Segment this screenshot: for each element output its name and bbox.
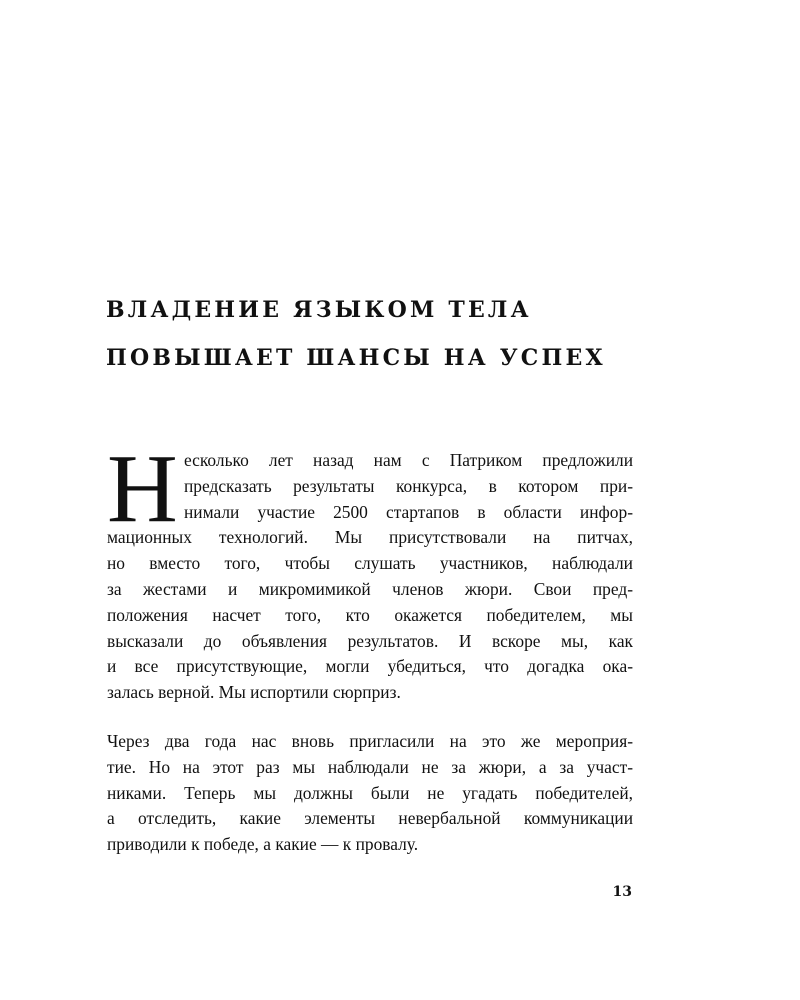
text-line: Через два года нас вновь пригласили на это же мероприя- bbox=[107, 731, 633, 751]
paragraph-2 bbox=[107, 729, 633, 858]
text-line: а отследить, какие элементы невербальной коммуникации bbox=[107, 808, 633, 829]
text-line: залась верной. Мы испортили сюрприз. bbox=[107, 682, 401, 703]
text-line: и все присутствующие, могли убедиться, что догадка ока- bbox=[107, 656, 633, 677]
paragraph-1 bbox=[107, 448, 633, 706]
text-line: положения насчет того, кто окажется победителем, мы bbox=[107, 604, 633, 625]
text-line: тие. Но на этот раз мы наблюдали не за жюри, а за участ- bbox=[107, 756, 633, 777]
page-number: 13 bbox=[612, 884, 632, 900]
chapter-title bbox=[106, 286, 646, 382]
text-line: но вместо того, чтобы слушать участников, наблюдали bbox=[107, 553, 633, 574]
chapter-title-line-2: ПОВЫШАЕТ ШАНСЫ НА УСПЕХ bbox=[106, 345, 606, 371]
text-line: предсказать результаты конкурса, в котором при- bbox=[184, 475, 633, 496]
text-line: высказали до объявления результатов. И вскоре мы, как bbox=[107, 630, 633, 651]
text-line: нимали участие 2500 стартапов в области инфор- bbox=[184, 501, 633, 522]
chapter-title-line-1: ВЛАДЕНИЕ ЯЗЫКОМ ТЕЛА bbox=[106, 297, 532, 323]
text-line: за жестами и микромимикой членов жюри. Свои пред- bbox=[107, 578, 633, 599]
text-line: есколько лет назад нам с Патриком предложили bbox=[184, 450, 633, 470]
drop-cap: Н bbox=[107, 435, 178, 543]
text-line: мационных технологий. Мы присутствовали на питчах, bbox=[107, 527, 633, 548]
text-line: приводили к победе, а какие — к провалу. bbox=[107, 834, 419, 855]
text-line: никами. Теперь мы должны были не угадать победителей, bbox=[107, 782, 633, 803]
